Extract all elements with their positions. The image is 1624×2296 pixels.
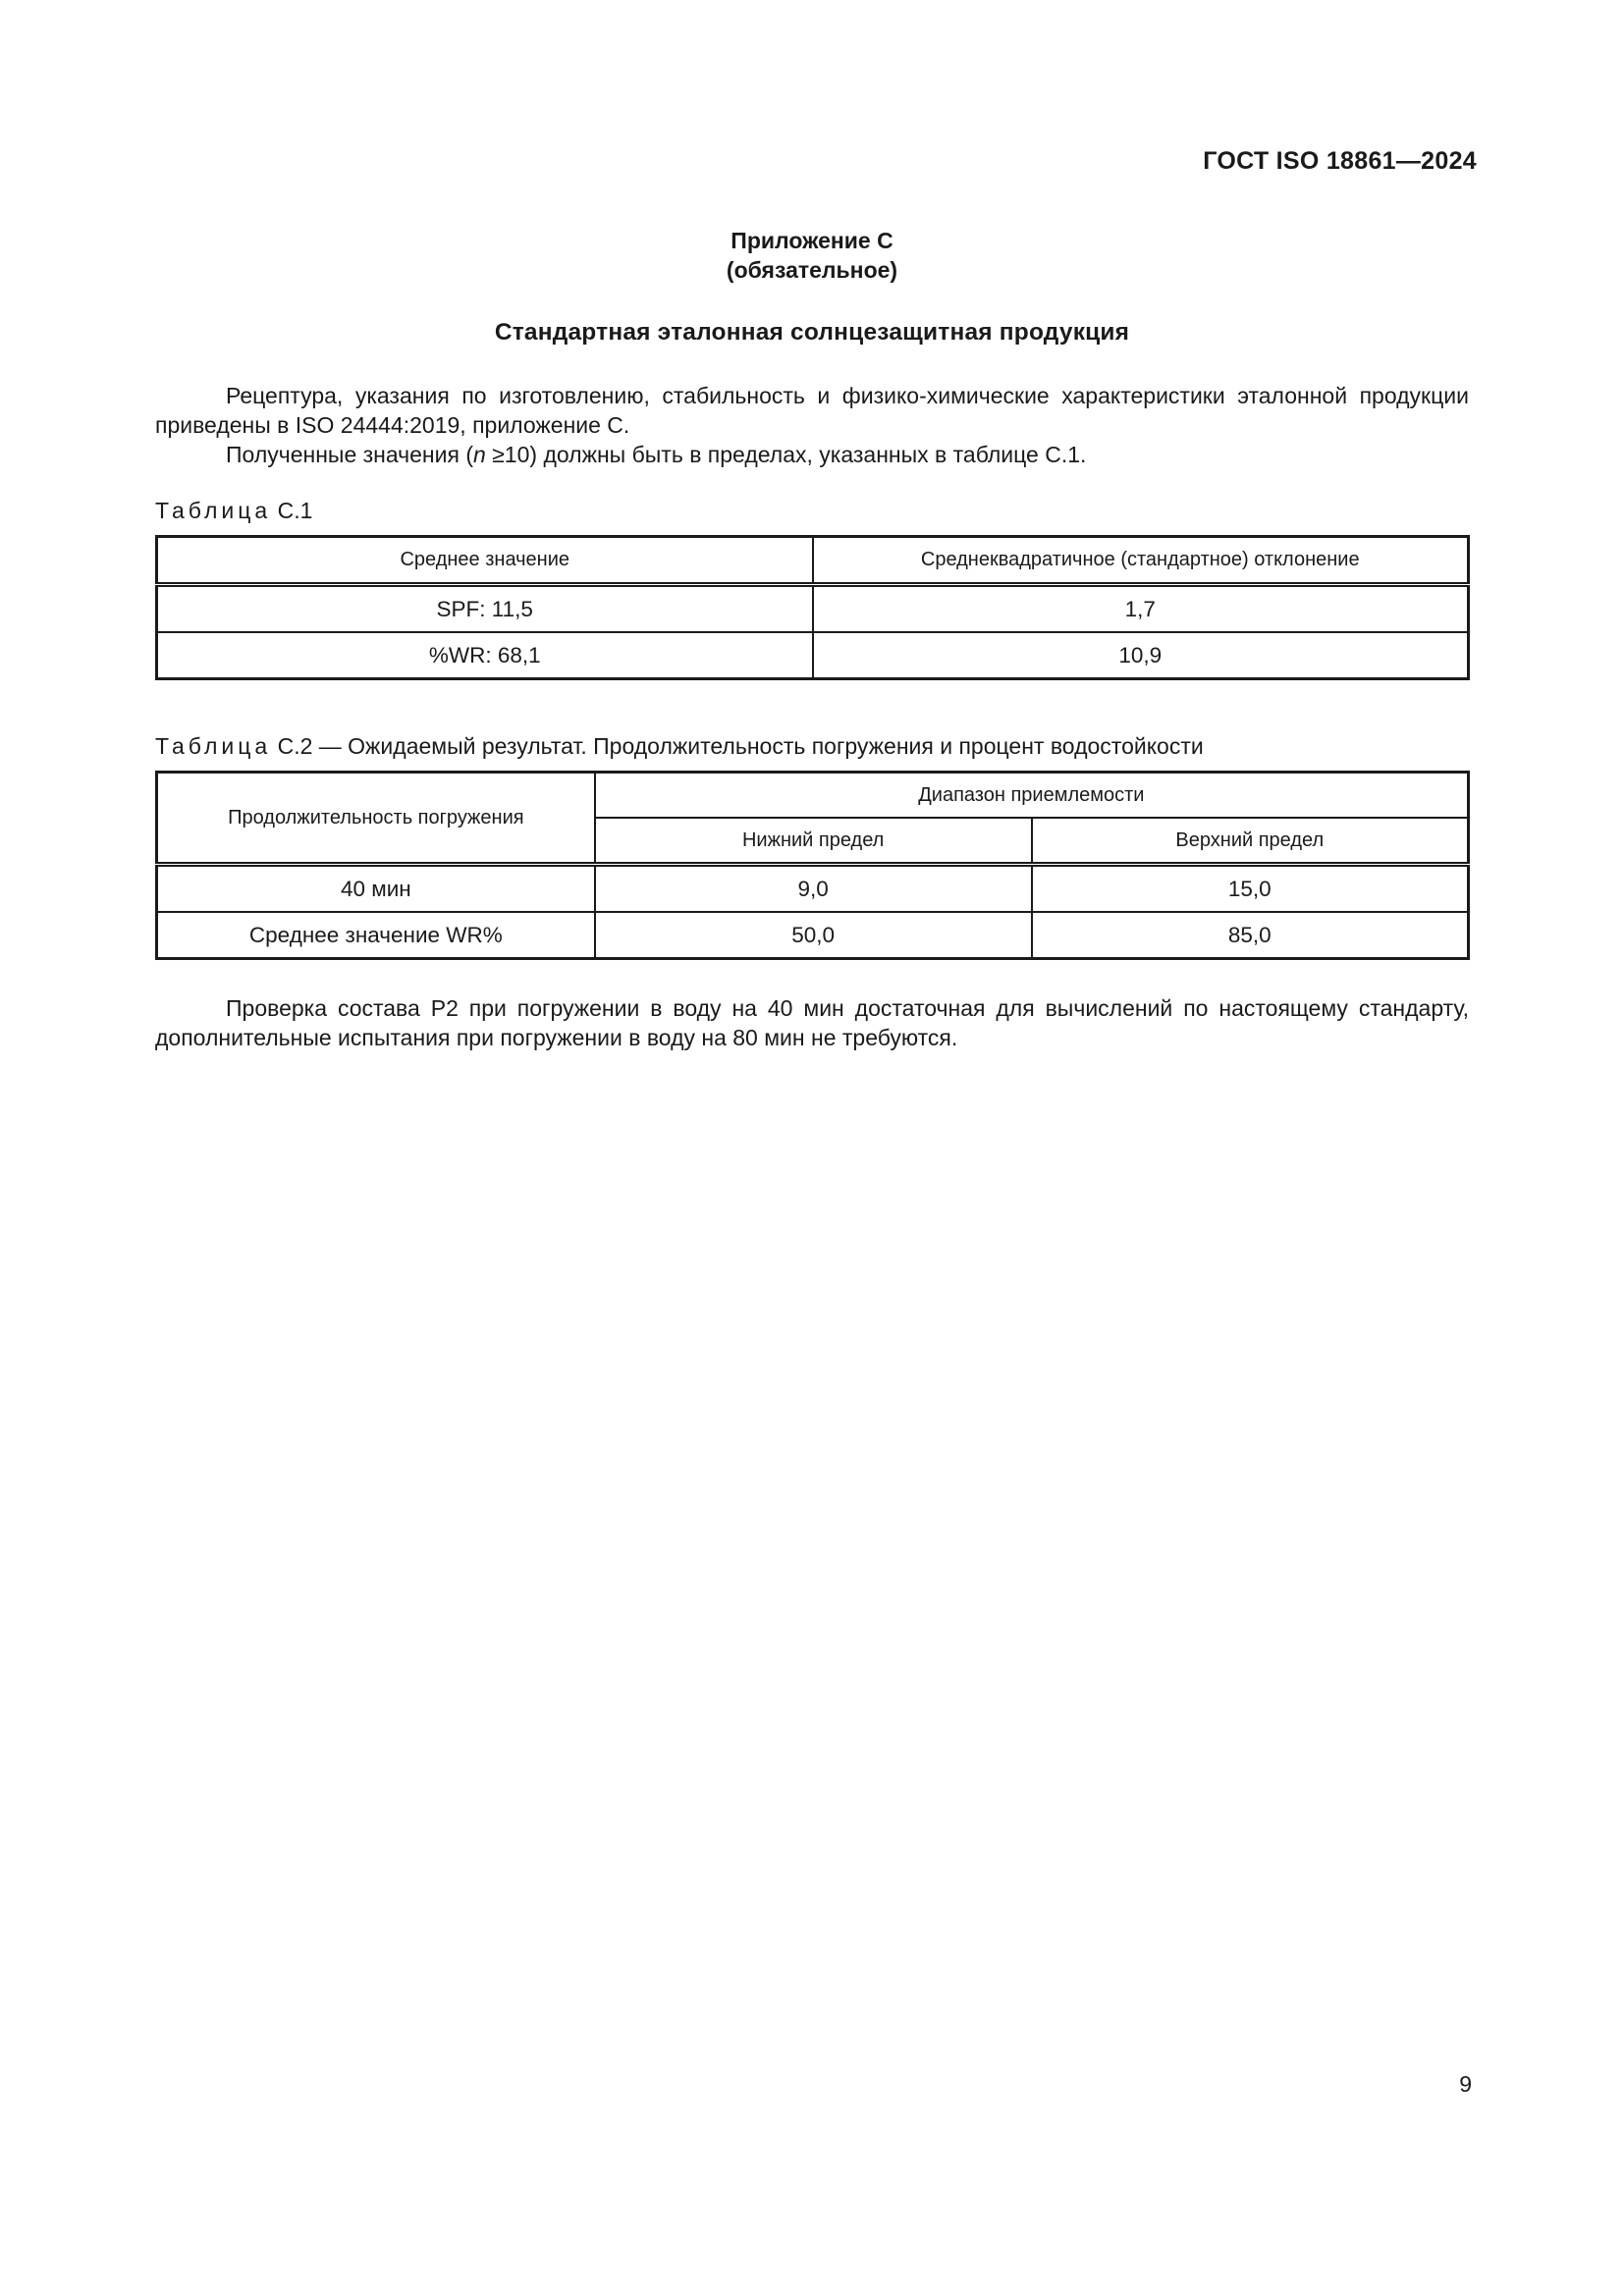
table-row: [157, 865, 1469, 913]
table-row: [157, 632, 1469, 679]
table-cell: 50,0: [595, 912, 1032, 959]
annex-label: [0, 226, 1624, 285]
table-row: [157, 585, 1469, 633]
table-header-cell: Среднеквадратичное (стандартное) отклонение: [813, 537, 1469, 585]
paragraph-p2-check: [155, 993, 1469, 1052]
variable-n: n: [473, 442, 486, 467]
table-caption-word: Таблица: [155, 498, 272, 523]
table2-caption: [155, 731, 1204, 761]
table-header-cell: Верхний предел: [1032, 818, 1469, 865]
paragraph-obtained-values: [155, 440, 1469, 469]
table-header-row: [157, 537, 1469, 585]
table-c1: [155, 535, 1470, 680]
annex-title: Приложение С: [731, 228, 893, 253]
table-cell: 15,0: [1032, 865, 1469, 913]
standard-code: ГОСТ ISO 18861—2024: [1203, 147, 1477, 175]
table-header-cell: Среднее значение: [157, 537, 813, 585]
table-cell: Среднее значение WR%: [157, 912, 595, 959]
table-header-row: [157, 773, 1469, 819]
table-cell: 10,9: [813, 632, 1469, 679]
table-header-cell: Нижний предел: [595, 818, 1032, 865]
page-number: 9: [1459, 2071, 1472, 2097]
annex-heading: Стандартная эталонная солнцезащитная продукция: [494, 319, 1130, 346]
paragraph-text-part: ≥10) должны быть в пределах, указанных в таблице С.1.: [485, 442, 1087, 467]
paragraph-text-part: Полученные значения (: [226, 442, 473, 467]
table-cell: 1,7: [813, 585, 1469, 633]
table-caption-word: Таблица: [155, 733, 272, 759]
paragraph-text: [155, 440, 1469, 469]
table-caption-number: С.1: [277, 498, 313, 523]
annex-status: (обязательное): [726, 257, 898, 283]
table-caption-rest: С.2 — Ожидаемый результат. Продолжительность погружения и процент водостойкости: [277, 733, 1204, 759]
paragraph-formulation: [155, 381, 1469, 440]
paragraph-text: Проверка состава Р2 при погружении в воду на 40 мин достаточная для вычислений по настоящему стандарту, дополнительные испытания при погружении в воду на 80 мин не требуются.: [155, 995, 1469, 1050]
table-cell: 85,0: [1032, 912, 1469, 959]
table-cell: SPF: 11,5: [157, 585, 813, 633]
table-row: [157, 912, 1469, 959]
table-cell: 9,0: [595, 865, 1032, 913]
table-cell: 40 мин: [157, 865, 595, 913]
table-c2: [155, 771, 1470, 960]
table-cell: %WR: 68,1: [157, 632, 813, 679]
table-header-cell: Продолжительность погружения: [157, 773, 595, 865]
table-header-cell: Диапазон приемлемости: [595, 773, 1469, 819]
paragraph-text: Рецептура, указания по изготовлению, стабильность и физико-химические характеристики эталонной продукции приведены в ISO 24444:2019, приложение С.: [155, 383, 1469, 438]
table1-caption: [155, 496, 312, 525]
